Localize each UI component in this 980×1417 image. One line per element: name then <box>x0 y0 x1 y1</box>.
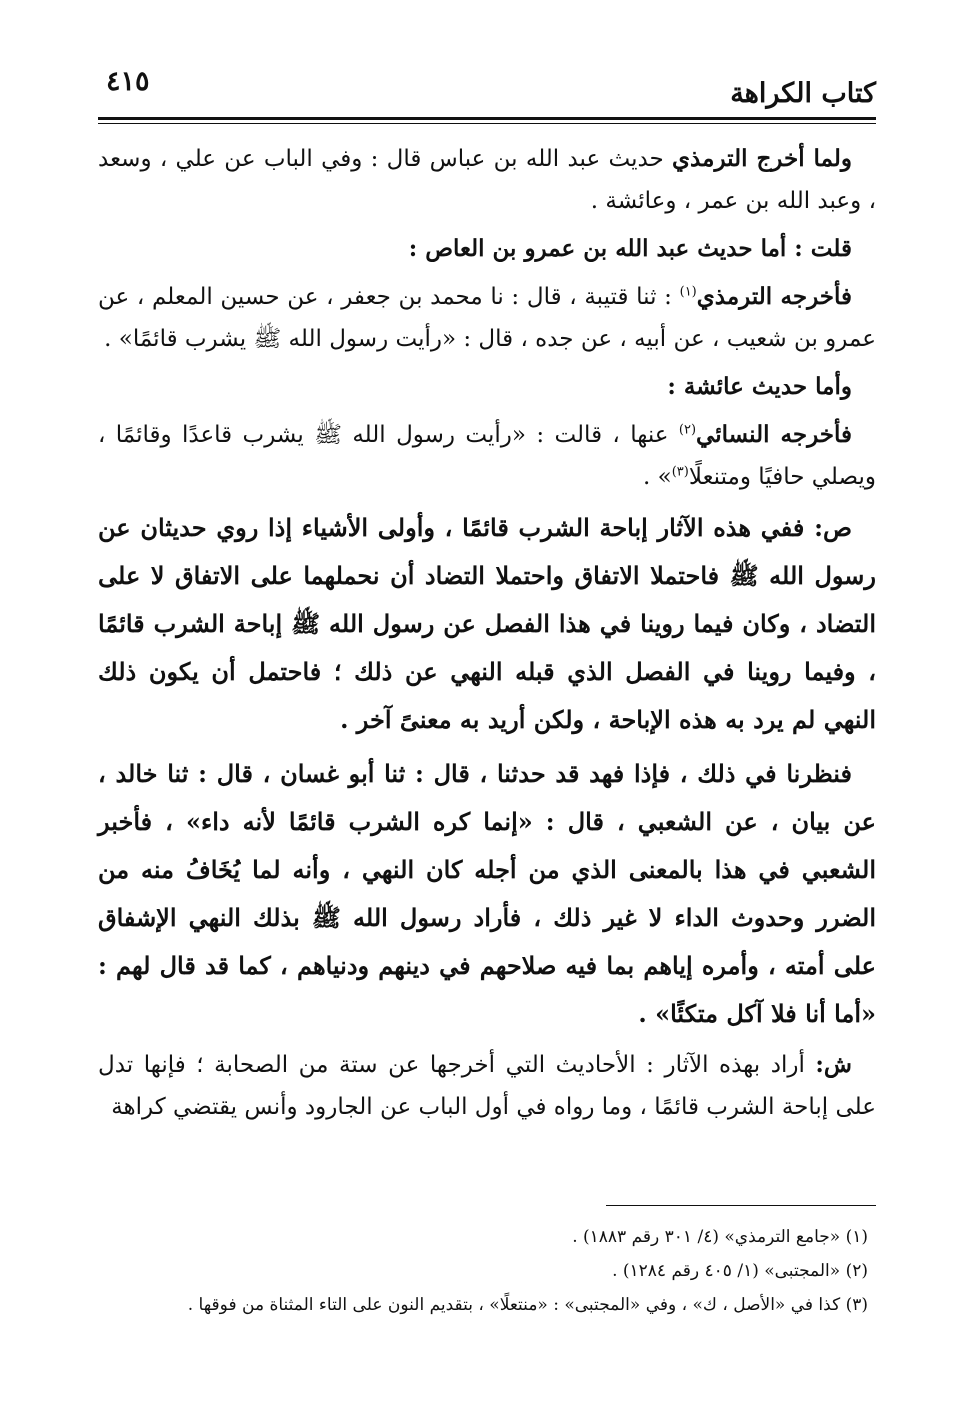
paragraph-5-lead: فأخرجه النسائي <box>696 421 852 448</box>
footnote-ref-2: (٢) <box>678 422 697 438</box>
footnote-separator <box>606 1205 876 1206</box>
page-header <box>98 60 876 116</box>
footnote-ref-3: (٣) <box>671 464 689 480</box>
footnote-2: (٢) «المجتبى» (١/ ٤٠٥ رقم ١٢٨٤) . <box>612 1261 868 1281</box>
paragraph-5 <box>98 414 876 498</box>
header-rule-thin <box>98 123 876 124</box>
paragraph-3 <box>98 276 876 360</box>
paragraph-1-text: حديث عبد الله بن عباس قال : وفي الباب عن علي ، وسعد ، وعبد الله بن عمر ، وعائشة . <box>98 146 876 214</box>
paragraph-8 <box>98 1044 876 1128</box>
paragraph-8-lead: ش: <box>815 1051 852 1078</box>
chapter-title: كتاب الكراهة <box>730 78 876 109</box>
paragraph-5-end: » . <box>643 464 672 490</box>
paragraph-3-lead: فأخرجه الترمذي <box>696 283 853 310</box>
footnotes <box>98 1220 868 1322</box>
paragraph-8-text: أراد بهذه الآثار : الأحاديث التي أخرجها عن ستة من الصحابة ؛ فإنها تدل على إباحة الشرب قائمًا ، وما رواه في أول الباب عن الجارود وأنس يقتضي كراهة <box>98 1052 876 1120</box>
paragraph-5-text: عنها ، قالت : «رأيت رسول الله ﷺ يشرب قاعدًا وقائمًا ، ويصلي حافيًا ومتنعلًا <box>98 422 876 490</box>
footnote-3: (٣) كذا في «الأصل ، ك» ، وفي «المجتبى» : «منتعلًا» ، بتقديم النون على التاء المثناة من فوقها . <box>187 1295 868 1315</box>
paragraph-3-text: : ثنا قتيبة ، قال : نا محمد بن جعفر ، عن حسين المعلم ، عن عمرو بن شعيب ، عن أبيه ، عن جده ، قال : «رأيت رسول الله ﷺ يشرب قائمًا» . <box>98 284 876 352</box>
paragraph-4: وأما حديث عائشة : <box>667 373 852 400</box>
paragraph-7: فنظرنا في ذلك ، فإذا فهد قد حدثنا ، قال : ثنا أبو غسان ، قال : ثنا خالد ، عن بيان ، عن الشعبي ، قال : «إنما كره الشرب قائمًا لأنه داء» ، فأخبر الشعبي في هذا بالمعنى الذي من أجله كان النهي ، وأنه لما يُخَافُ منه من الضرر وحدوث الداء لا غير ذلك ، فأراد رسول الله ﷺ بذلك النهي الإشفاق على أمته ، وأمره إياهم بما فيه صلاحهم في دينهم ودنياهم ، كما قد قال لهم : «أما أنا فلا آكل متكئًا» . <box>98 759 876 1028</box>
header-rule-thick <box>98 117 876 120</box>
main-text <box>98 138 876 1134</box>
footnote-ref-1: (١) <box>679 284 697 300</box>
paragraph-1-lead: ولما أخرج الترمذي <box>672 145 852 172</box>
page-number: ٤١٥ <box>106 66 150 97</box>
paragraph-2: قلت : أما حديث عبد الله بن عمرو بن العاص : <box>408 235 852 262</box>
footnote-1: (١) «جامع الترمذي» (٤/ ٣٠١ رقم ١٨٨٣) . <box>572 1227 868 1247</box>
paragraph-1 <box>98 138 876 222</box>
paragraph-6: ص: ففي هذه الآثار إباحة الشرب قائمًا ، وأولى الأشياء إذا روي حديثان عن رسول الله ﷺ فاحتملا الاتفاق واحتملا التضاد أن نحملهما على الاتفاق لا على التضاد ، وكان فيما روينا في هذا الفصل عن رسول الله ﷺ إباحة الشرب قائمًا ، وفيما روينا في الفصل الذي قبله النهي عن ذلك ؛ فاحتمل أن يكون ذلك النهي لم يرد به هذه الإباحة ، ولكن أريد به معنىً آخر . <box>98 513 876 734</box>
